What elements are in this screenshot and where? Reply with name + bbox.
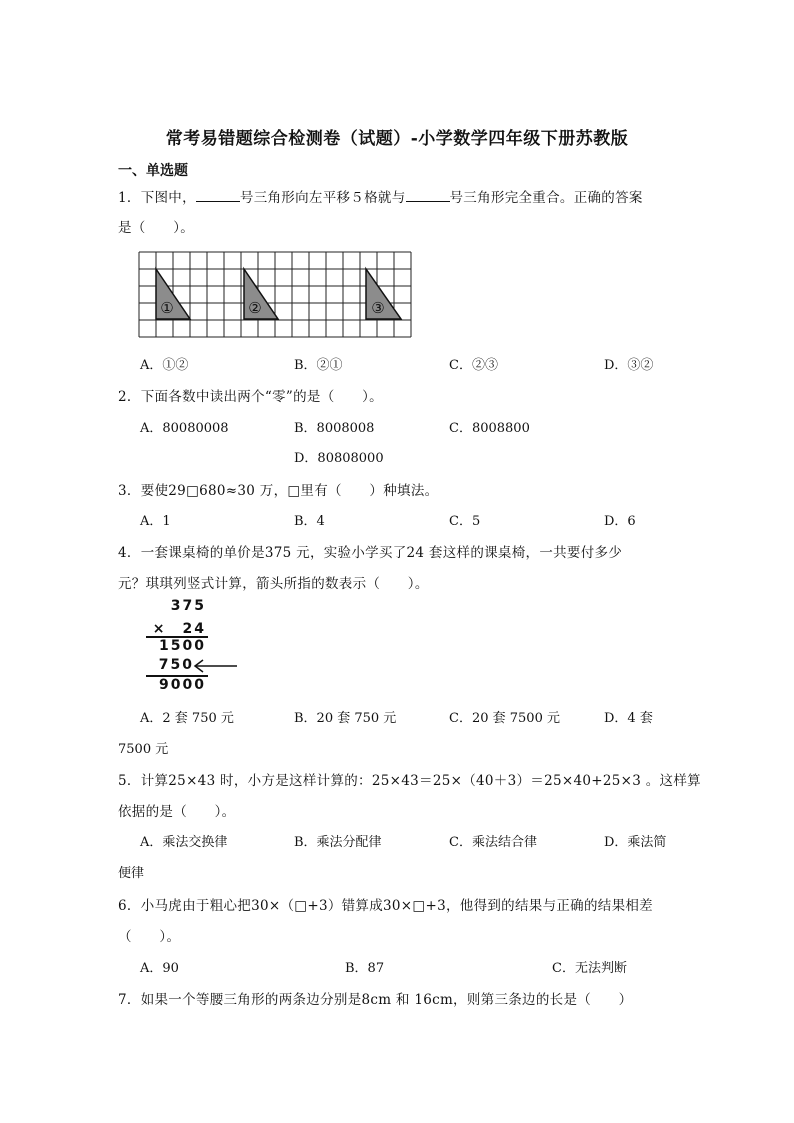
q2-option-d[interactable]: D．80808000 (294, 451, 384, 466)
q1-text-c: 号三角形完全重合。正确的答案 (449, 190, 643, 206)
q1-option-c[interactable]: C．②③ (449, 358, 498, 373)
q1-text-a: 1．下图中， (118, 190, 196, 206)
section-heading: 一、单选题 (118, 163, 188, 179)
question-5-line-2: 依据的是（ ）。 (118, 804, 236, 820)
answer-blank-2[interactable] (406, 189, 450, 202)
q3-option-d[interactable]: D．6 (604, 514, 636, 529)
q1-text-b: 号三角形向左平移５格就与 (239, 190, 406, 206)
q4-option-c[interactable]: C．20 套 7500 元 (449, 711, 560, 726)
partial-product-1: 1500 (159, 638, 206, 654)
multiplicand: 375 (170, 598, 206, 614)
question-4-line-2: 元？琪琪列竖式计算，箭头所指的数表示（ ）。 (118, 576, 429, 592)
q5-option-b[interactable]: B．乘法分配律 (294, 835, 382, 850)
q5-option-a[interactable]: A．乘法交换律 (140, 835, 228, 850)
q6-option-c[interactable]: C．无法判断 (552, 961, 627, 976)
q5-option-d[interactable]: D．乘法简 (604, 835, 667, 850)
q3-option-a[interactable]: A．1 (140, 514, 171, 529)
vertical-multiplication-figure (138, 598, 240, 698)
q5-option-d-wrap: 便律 (118, 866, 145, 881)
question-6-line-1: 6．小马虎由于粗心把30×（□+3）错算成30×□+3，他得到的结果与正确的结果相差 (118, 898, 653, 914)
grid-figure (138, 251, 420, 338)
q1-option-a[interactable]: A．①② (140, 358, 189, 373)
q2-option-c[interactable]: C．8008800 (449, 421, 530, 436)
question-4-line-1: 4．一套课桌椅的单价是375 元，实验小学买了24 套这样的课桌椅，一共要付多少 (118, 545, 623, 561)
final-product: 9000 (159, 677, 206, 693)
triangle-label-2: ② (248, 299, 262, 317)
question-6-line-2: （ ）。 (118, 929, 181, 945)
q4-option-b[interactable]: B．20 套 750 元 (294, 711, 397, 726)
partial-product-2: 750 (158, 657, 194, 673)
q4-option-d[interactable]: D．4 套 (604, 711, 653, 726)
q6-option-a[interactable]: A．90 (140, 961, 179, 976)
question-5-line-1: 5．计算25×43 时，小方是这样计算的：25×43＝25×（40＋3）＝25×40+25×3 。这样算 (118, 773, 701, 789)
q4-option-a[interactable]: A．2 套 750 元 (140, 711, 234, 726)
page-title: 常考易错题综合检测卷（试题）-小学数学四年级下册苏教版 (165, 129, 629, 149)
q5-option-c[interactable]: C．乘法结合律 (449, 835, 537, 850)
question-2: 2．下面各数中读出两个“零”的是（ ）。 (118, 389, 383, 405)
question-7: 7．如果一个等腰三角形的两条边分别是8cm 和 16cm，则第三条边的长是（ ） (118, 992, 633, 1008)
triangle-label-1: ① (160, 299, 174, 317)
q2-option-b[interactable]: B．8008008 (294, 421, 375, 436)
question-1-line-2: 是（ ）。 (118, 220, 195, 236)
q3-option-b[interactable]: B．4 (294, 514, 325, 529)
triangle-label-3: ③ (371, 299, 385, 317)
q1-option-b[interactable]: B．②① (294, 358, 343, 373)
q4-option-d-wrap: 7500 元 (118, 742, 169, 757)
arrow-icon (192, 658, 238, 674)
question-3: 3．要使29□680≈30 万，□里有（ ）种填法。 (118, 483, 439, 499)
answer-blank-1[interactable] (196, 189, 240, 202)
q1-option-d[interactable]: D．③② (604, 358, 654, 373)
multiplier: × 24 (152, 621, 206, 637)
q2-option-a[interactable]: A．80080008 (140, 421, 229, 436)
question-1-line-1 (118, 186, 643, 206)
q6-option-b[interactable]: B．87 (345, 961, 385, 976)
q3-option-c[interactable]: C．5 (449, 514, 481, 529)
